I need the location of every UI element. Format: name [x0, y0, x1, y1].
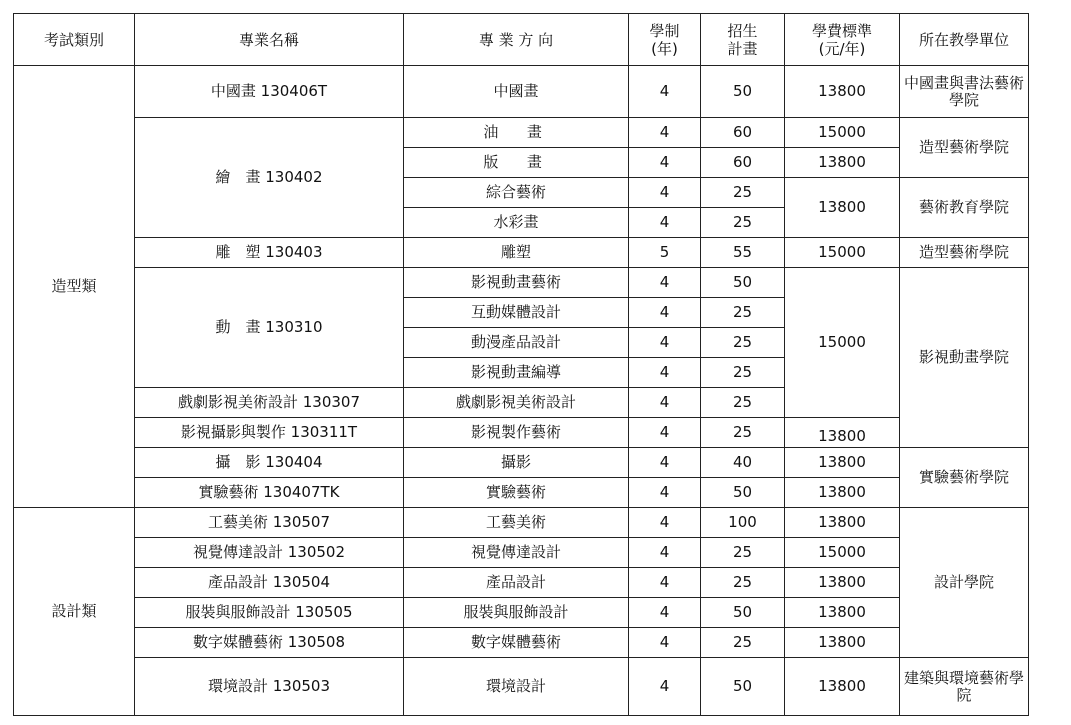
header-direction: 專 業 方 向	[404, 14, 629, 66]
years-cell: 5	[629, 238, 701, 268]
quota-cell: 25	[701, 628, 785, 658]
admissions-table	[13, 13, 1029, 716]
direction-cell: 版 畫	[404, 148, 629, 178]
major-cell: 動 畫 130310	[135, 268, 404, 388]
direction-cell: 服裝與服飾設計	[404, 598, 629, 628]
direction-cell: 互動媒體設計	[404, 298, 629, 328]
fee-cell: 13800	[785, 418, 900, 448]
header-quota-line2: 計畫	[727, 39, 758, 58]
category-cell: 設計類	[14, 508, 135, 716]
direction-cell: 影視製作藝術	[404, 418, 629, 448]
school-cell: 設計學院	[900, 508, 1029, 658]
direction-cell: 油 畫	[404, 118, 629, 148]
school-cell: 實驗藝術學院	[900, 448, 1029, 508]
quota-cell: 25	[701, 538, 785, 568]
direction-cell: 數字媒體藝術	[404, 628, 629, 658]
quota-cell: 60	[701, 118, 785, 148]
major-cell: 戲劇影視美術設計 130307	[135, 388, 404, 418]
table-row	[14, 448, 1029, 478]
direction-cell: 水彩畫	[404, 208, 629, 238]
quota-cell: 100	[701, 508, 785, 538]
table-row	[14, 478, 1029, 508]
fee-cell: 15000	[785, 538, 900, 568]
years-cell: 4	[629, 148, 701, 178]
fee-cell: 15000	[785, 268, 900, 418]
years-cell: 4	[629, 658, 701, 716]
fee-cell: 13800	[785, 568, 900, 598]
major-cell: 影視攝影與製作 130311T	[135, 418, 404, 448]
header-school: 所在教學單位	[900, 14, 1029, 66]
direction-cell: 影視動畫藝術	[404, 268, 629, 298]
quota-cell: 60	[701, 148, 785, 178]
table-row	[14, 66, 1029, 118]
header-fee-line2: (元/年)	[818, 39, 866, 58]
years-cell: 4	[629, 268, 701, 298]
quota-cell: 25	[701, 388, 785, 418]
major-cell: 雕 塑 130403	[135, 238, 404, 268]
table-row	[14, 268, 1029, 298]
fee-cell: 13800	[785, 148, 900, 178]
quota-cell: 50	[701, 598, 785, 628]
school-cell: 造型藝術學院	[900, 238, 1029, 268]
direction-cell: 產品設計	[404, 568, 629, 598]
quota-cell: 25	[701, 418, 785, 448]
major-cell: 環境設計 130503	[135, 658, 404, 716]
header-years-line2: (年)	[651, 39, 678, 58]
years-cell: 4	[629, 478, 701, 508]
years-cell: 4	[629, 208, 701, 238]
years-cell: 4	[629, 598, 701, 628]
major-cell: 數字媒體藝術 130508	[135, 628, 404, 658]
quota-cell: 50	[701, 268, 785, 298]
major-cell: 攝 影 130404	[135, 448, 404, 478]
years-cell: 4	[629, 508, 701, 538]
fee-cell: 13800	[785, 178, 900, 238]
direction-cell: 攝影	[404, 448, 629, 478]
major-cell: 視覺傳達設計 130502	[135, 538, 404, 568]
school-cell: 造型藝術學院	[900, 118, 1029, 178]
table-row	[14, 508, 1029, 538]
header-quota-line1: 招生	[727, 21, 758, 40]
quota-cell: 40	[701, 448, 785, 478]
table-row	[14, 538, 1029, 568]
fee-cell: 13800	[785, 658, 900, 716]
years-cell: 4	[629, 418, 701, 448]
header-row	[14, 14, 1029, 66]
header-major: 專業名稱	[135, 14, 404, 66]
quota-cell: 50	[701, 478, 785, 508]
header-fee-line1: 學費標準	[811, 21, 872, 40]
years-cell: 4	[629, 328, 701, 358]
table-row	[14, 568, 1029, 598]
quota-cell: 50	[701, 658, 785, 716]
major-cell: 繪 畫 130402	[135, 118, 404, 238]
quota-cell: 25	[701, 358, 785, 388]
header-category: 考試類別	[14, 14, 135, 66]
quota-cell: 50	[701, 66, 785, 118]
fee-cell: 15000	[785, 118, 900, 148]
years-cell: 4	[629, 358, 701, 388]
school-cell: 建築與環境藝術學院	[900, 658, 1029, 716]
years-cell: 4	[629, 66, 701, 118]
direction-cell: 視覺傳達設計	[404, 538, 629, 568]
fee-cell: 13800	[785, 66, 900, 118]
direction-cell: 工藝美術	[404, 508, 629, 538]
direction-cell: 中國畫	[404, 66, 629, 118]
table-row	[14, 628, 1029, 658]
years-cell: 4	[629, 538, 701, 568]
years-cell: 4	[629, 628, 701, 658]
fee-cell: 13800	[785, 628, 900, 658]
quota-cell: 25	[701, 298, 785, 328]
fee-cell: 13800	[785, 448, 900, 478]
category-cell: 造型類	[14, 66, 135, 508]
table-row	[14, 658, 1029, 716]
quota-cell: 25	[701, 568, 785, 598]
quota-cell: 25	[701, 178, 785, 208]
years-cell: 4	[629, 178, 701, 208]
direction-cell: 雕塑	[404, 238, 629, 268]
header-years	[629, 14, 701, 66]
header-years-line1: 學制	[649, 21, 680, 40]
direction-cell: 影視動畫編導	[404, 358, 629, 388]
direction-cell: 實驗藝術	[404, 478, 629, 508]
fee-cell: 15000	[785, 238, 900, 268]
quota-cell: 55	[701, 238, 785, 268]
school-cell: 影視動畫學院	[900, 268, 1029, 448]
years-cell: 4	[629, 388, 701, 418]
table-row	[14, 238, 1029, 268]
major-cell: 產品設計 130504	[135, 568, 404, 598]
years-cell: 4	[629, 118, 701, 148]
years-cell: 4	[629, 298, 701, 328]
years-cell: 4	[629, 448, 701, 478]
fee-cell: 13800	[785, 598, 900, 628]
quota-cell: 25	[701, 328, 785, 358]
major-cell: 工藝美術 130507	[135, 508, 404, 538]
header-quota	[701, 14, 785, 66]
fee-cell: 13800	[785, 508, 900, 538]
years-cell: 4	[629, 568, 701, 598]
major-cell: 服裝與服飾設計 130505	[135, 598, 404, 628]
table-row	[14, 118, 1029, 148]
school-cell: 藝術教育學院	[900, 178, 1029, 238]
fee-cell: 13800	[785, 478, 900, 508]
school-cell: 中國畫與書法藝術學院	[900, 66, 1029, 118]
major-cell: 中國畫 130406T	[135, 66, 404, 118]
major-cell: 實驗藝術 130407TK	[135, 478, 404, 508]
table-row	[14, 598, 1029, 628]
direction-cell: 戲劇影視美術設計	[404, 388, 629, 418]
direction-cell: 環境設計	[404, 658, 629, 716]
direction-cell: 動漫產品設計	[404, 328, 629, 358]
quota-cell: 25	[701, 208, 785, 238]
table-row	[14, 418, 1029, 448]
direction-cell: 綜合藝術	[404, 178, 629, 208]
header-fee	[785, 14, 900, 66]
